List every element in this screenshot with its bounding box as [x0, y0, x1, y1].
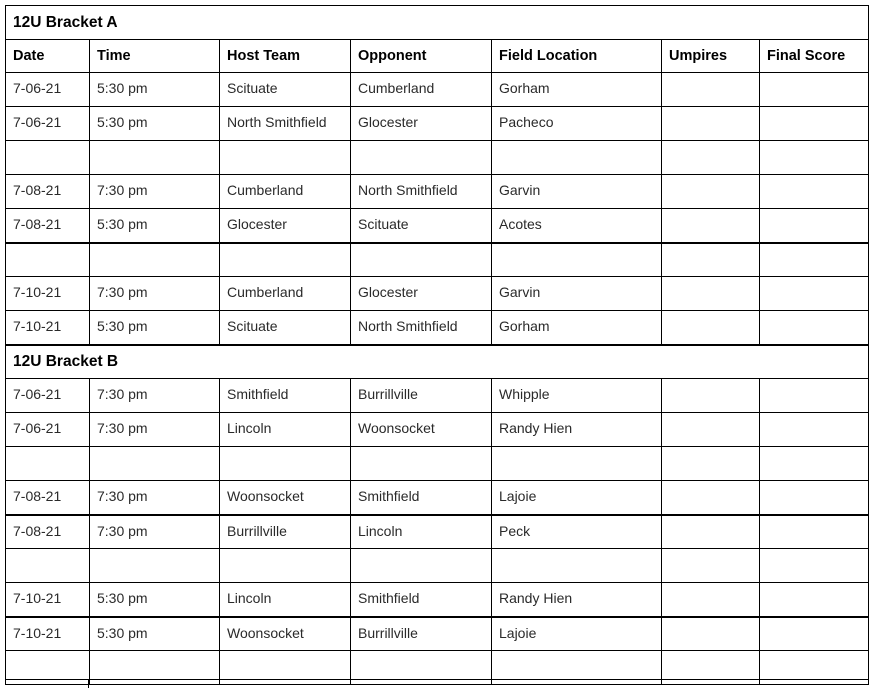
bracket-title: 12U Bracket B [6, 345, 869, 379]
cell-final-score [760, 311, 869, 345]
header-row [6, 40, 869, 73]
table-row [6, 481, 869, 515]
cell-date: 7-08-21 [6, 515, 90, 549]
cell-date: 7-08-21 [6, 175, 90, 209]
cell-host-team: Cumberland [220, 175, 351, 209]
cell-opponent [351, 141, 492, 175]
cell-final-score [760, 549, 869, 583]
cell-time: 7:30 pm [90, 413, 220, 447]
cell-opponent: Lincoln [351, 515, 492, 549]
cell-umpires [662, 277, 760, 311]
cell-final-score [760, 141, 869, 175]
cell-final-score [760, 209, 869, 243]
cell-host-team: North Smithfield [220, 107, 351, 141]
cell-umpires [662, 413, 760, 447]
empty-row [6, 549, 869, 583]
cell-time: 5:30 pm [90, 311, 220, 345]
cell-time: 7:30 pm [90, 481, 220, 515]
cell-opponent: Glocester [351, 107, 492, 141]
header-final-score: Final Score [760, 40, 869, 73]
cell-date: 7-10-21 [6, 583, 90, 617]
cell-final-score [760, 617, 869, 651]
table-row [6, 413, 869, 447]
cell-time [90, 243, 220, 277]
cell-field-location: Lajoie [492, 481, 662, 515]
cell-field-location: Randy Hien [492, 583, 662, 617]
cell-host-team: Scituate [220, 311, 351, 345]
cell-host-team: Cumberland [220, 277, 351, 311]
cell-host-team [220, 549, 351, 583]
cell-field-location: Randy Hien [492, 413, 662, 447]
cell-date: 7-08-21 [6, 481, 90, 515]
cell-umpires [662, 447, 760, 481]
table-row [6, 617, 869, 651]
cell-opponent: Cumberland [351, 73, 492, 107]
cell-final-score [760, 107, 869, 141]
cell-time: 7:30 pm [90, 175, 220, 209]
schedule-table [5, 5, 869, 685]
cell-field-location: Acotes [492, 209, 662, 243]
cell-final-score [760, 413, 869, 447]
cell-umpires [662, 209, 760, 243]
cell-time: 7:30 pm [90, 379, 220, 413]
cell-opponent: Woonsocket [351, 413, 492, 447]
cell-date [6, 243, 90, 277]
cell-field-location: Pacheco [492, 107, 662, 141]
cell-opponent [351, 549, 492, 583]
cell-opponent: Burrillville [351, 617, 492, 651]
cell-date: 7-10-21 [6, 617, 90, 651]
cell-opponent: Burrillville [351, 379, 492, 413]
cell-date [6, 141, 90, 175]
table-row [6, 583, 869, 617]
next-row-edge [5, 679, 868, 688]
cell-date: 7-08-21 [6, 209, 90, 243]
header-field-location: Field Location [492, 40, 662, 73]
cell-host-team: Glocester [220, 209, 351, 243]
cell-date: 7-10-21 [6, 277, 90, 311]
cell-field-location: Gorham [492, 311, 662, 345]
cell-time: 7:30 pm [90, 277, 220, 311]
header-umpires: Umpires [662, 40, 760, 73]
cell-time: 5:30 pm [90, 73, 220, 107]
cell-umpires [662, 583, 760, 617]
bracket-title: 12U Bracket A [6, 6, 869, 40]
cell-time: 5:30 pm [90, 107, 220, 141]
cell-opponent: Scituate [351, 209, 492, 243]
cell-umpires [662, 549, 760, 583]
cell-host-team: Scituate [220, 73, 351, 107]
cell-date: 7-06-21 [6, 107, 90, 141]
cell-final-score [760, 277, 869, 311]
table-row [6, 73, 869, 107]
table-row [6, 107, 869, 141]
cell-opponent [351, 447, 492, 481]
cell-opponent: Glocester [351, 277, 492, 311]
table-row [6, 277, 869, 311]
cell-field-location [492, 447, 662, 481]
cell-host-team [220, 447, 351, 481]
cell-opponent: North Smithfield [351, 175, 492, 209]
cell-umpires [662, 107, 760, 141]
cell-field-location: Garvin [492, 175, 662, 209]
cell-field-location [492, 549, 662, 583]
bracket-title-row [6, 6, 869, 40]
cell-date: 7-10-21 [6, 311, 90, 345]
cell-time: 5:30 pm [90, 209, 220, 243]
cell-umpires [662, 311, 760, 345]
cell-time: 7:30 pm [90, 515, 220, 549]
cell-umpires [662, 243, 760, 277]
cell-host-team: Woonsocket [220, 617, 351, 651]
table-row [6, 379, 869, 413]
table-row [6, 209, 869, 243]
cell-umpires [662, 73, 760, 107]
cell-host-team: Burrillville [220, 515, 351, 549]
table-row [6, 515, 869, 549]
empty-row [6, 447, 869, 481]
header-time: Time [90, 40, 220, 73]
cell-umpires [662, 617, 760, 651]
cell-host-team: Woonsocket [220, 481, 351, 515]
empty-row [6, 243, 869, 277]
cell-opponent [351, 243, 492, 277]
empty-row [6, 141, 869, 175]
cell-host-team: Lincoln [220, 413, 351, 447]
cell-field-location: Garvin [492, 277, 662, 311]
cell-host-team: Lincoln [220, 583, 351, 617]
cell-field-location [492, 243, 662, 277]
header-opponent: Opponent [351, 40, 492, 73]
cell-final-score [760, 175, 869, 209]
cell-final-score [760, 515, 869, 549]
cell-time: 5:30 pm [90, 617, 220, 651]
cell-final-score [760, 379, 869, 413]
cell-umpires [662, 515, 760, 549]
cell-time [90, 549, 220, 583]
cell-opponent: North Smithfield [351, 311, 492, 345]
cell-date: 7-06-21 [6, 73, 90, 107]
table-row [6, 311, 869, 345]
cell-umpires [662, 141, 760, 175]
cell-field-location: Gorham [492, 73, 662, 107]
cell-final-score [760, 447, 869, 481]
cell-field-location: Whipple [492, 379, 662, 413]
cell-date: 7-06-21 [6, 413, 90, 447]
cell-opponent: Smithfield [351, 583, 492, 617]
cell-host-team: Smithfield [220, 379, 351, 413]
cell-field-location: Lajoie [492, 617, 662, 651]
cell-host-team [220, 243, 351, 277]
cell-time [90, 447, 220, 481]
cell-time: 5:30 pm [90, 583, 220, 617]
header-host-team: Host Team [220, 40, 351, 73]
cell-final-score [760, 583, 869, 617]
cell-umpires [662, 379, 760, 413]
cell-opponent: Smithfield [351, 481, 492, 515]
cell-umpires [662, 175, 760, 209]
cell-umpires [662, 481, 760, 515]
cell-final-score [760, 243, 869, 277]
header-date: Date [6, 40, 90, 73]
cell-field-location: Peck [492, 515, 662, 549]
cell-final-score [760, 73, 869, 107]
cell-date: 7-06-21 [6, 379, 90, 413]
cell-final-score [760, 481, 869, 515]
cell-date [6, 549, 90, 583]
cell-time [90, 141, 220, 175]
table-row [6, 175, 869, 209]
bracket-title-row [6, 345, 869, 379]
cell-field-location [492, 141, 662, 175]
cell-date [6, 447, 90, 481]
cell-host-team [220, 141, 351, 175]
